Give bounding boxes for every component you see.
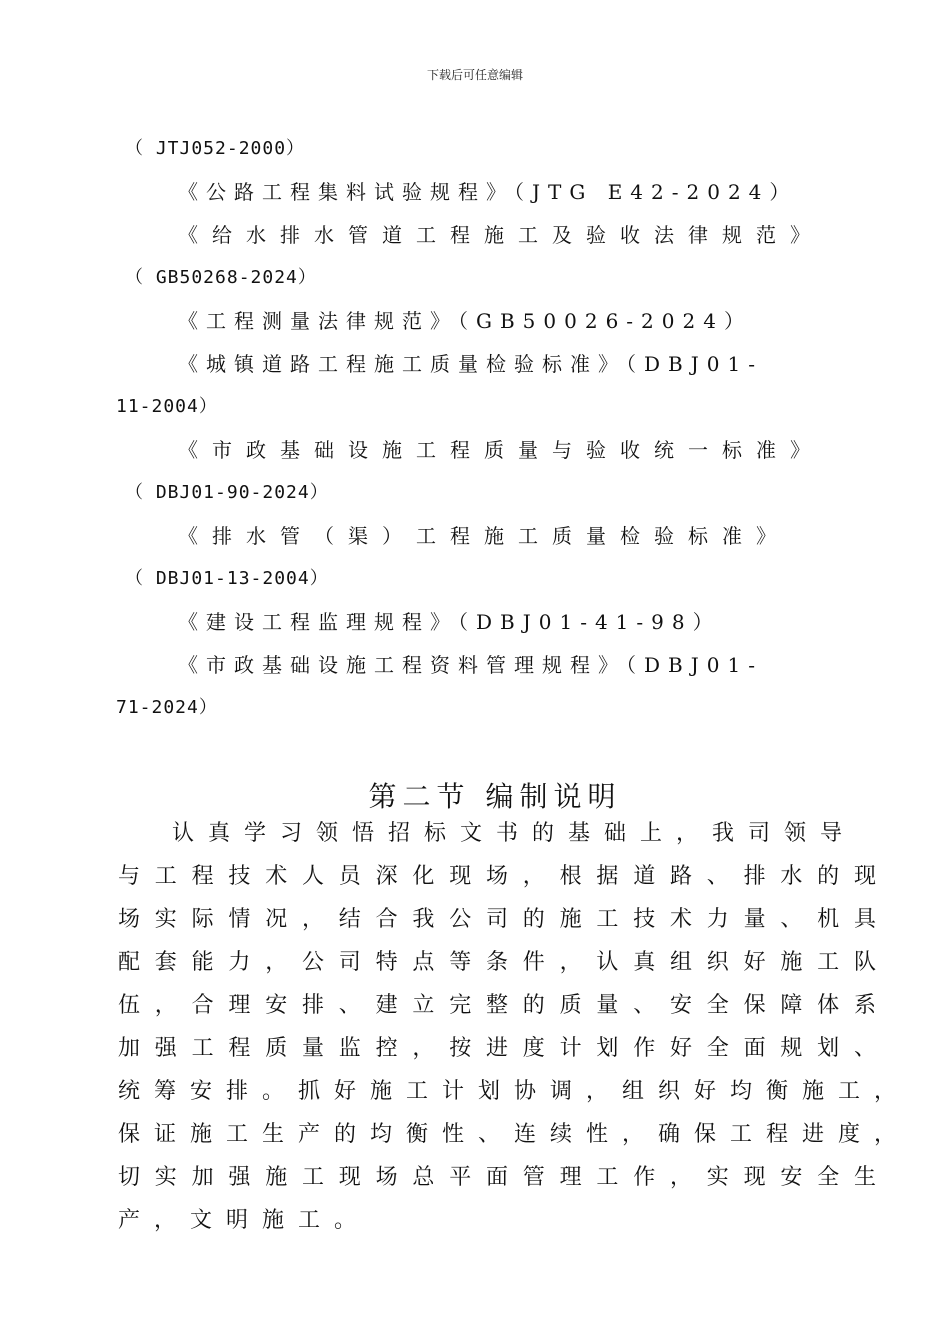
ref-line-7: 11-2004） bbox=[116, 396, 218, 417]
ref-line-1: （ JTJ052-2000） bbox=[125, 138, 306, 159]
ref-line-11: （ DBJ01-13-2004） bbox=[125, 568, 329, 589]
ref-line-3: 《给水排水管道工程施工及验收法律规范》 bbox=[178, 223, 824, 247]
ref-line-9: （ DBJ01-90-2024） bbox=[125, 482, 329, 503]
body-line-7: 统筹安排。抓好施工计划协调，组织好均衡施工， bbox=[118, 1079, 911, 1104]
ref-line-2: 《公路工程集料试验规程》（JTG E42-2024） bbox=[178, 180, 798, 204]
body-line-8: 保证施工生产的均衡性、连续性，确保工程进度， bbox=[118, 1122, 911, 1147]
body-line-2: 与工程技术人员深化现场，根据道路、排水的现 bbox=[118, 864, 890, 889]
ref-line-10: 《排水管（渠）工程施工质量检验标准》 bbox=[178, 524, 790, 548]
page-header: 下载后可任意编辑 bbox=[426, 68, 523, 82]
body-line-1: 认真学习领悟招标文书的基础上，我司领导 bbox=[172, 821, 857, 846]
body-line-9: 切实加强施工现场总平面管理工作，实现安全生 bbox=[118, 1165, 890, 1190]
ref-line-12: 《建设工程监理规程》（DBJ01-41-98） bbox=[178, 610, 721, 634]
body-line-6: 加强工程质量监控，按进度计划作好全面规划、 bbox=[118, 1036, 890, 1061]
ref-line-8: 《市政基础设施工程质量与验收统一标准》 bbox=[178, 438, 824, 462]
ref-line-6: 《城镇道路工程施工质量检验标准》（DBJ01- bbox=[178, 352, 763, 376]
ref-line-4: （ GB50268-2024） bbox=[125, 267, 317, 288]
ref-line-13: 《市政基础设施工程资料管理规程》（DBJ01- bbox=[178, 653, 763, 677]
body-line-5: 伍，合理安排、建立完整的质量、安全保障体系 bbox=[118, 993, 890, 1018]
body-line-3: 场实际情况，结合我公司的施工技术力量、机具 bbox=[118, 907, 890, 932]
body-line-10: 产，文明施工。 bbox=[118, 1208, 371, 1233]
ref-line-5: 《工程测量法律规范》（GB50026-2024） bbox=[178, 309, 752, 333]
section-title: 第二节 编制说明 bbox=[368, 780, 622, 813]
body-line-4: 配套能力，公司特点等条件，认真组织好施工队 bbox=[118, 950, 890, 975]
section-body bbox=[118, 812, 911, 1242]
ref-line-14: 71-2024） bbox=[116, 697, 218, 718]
